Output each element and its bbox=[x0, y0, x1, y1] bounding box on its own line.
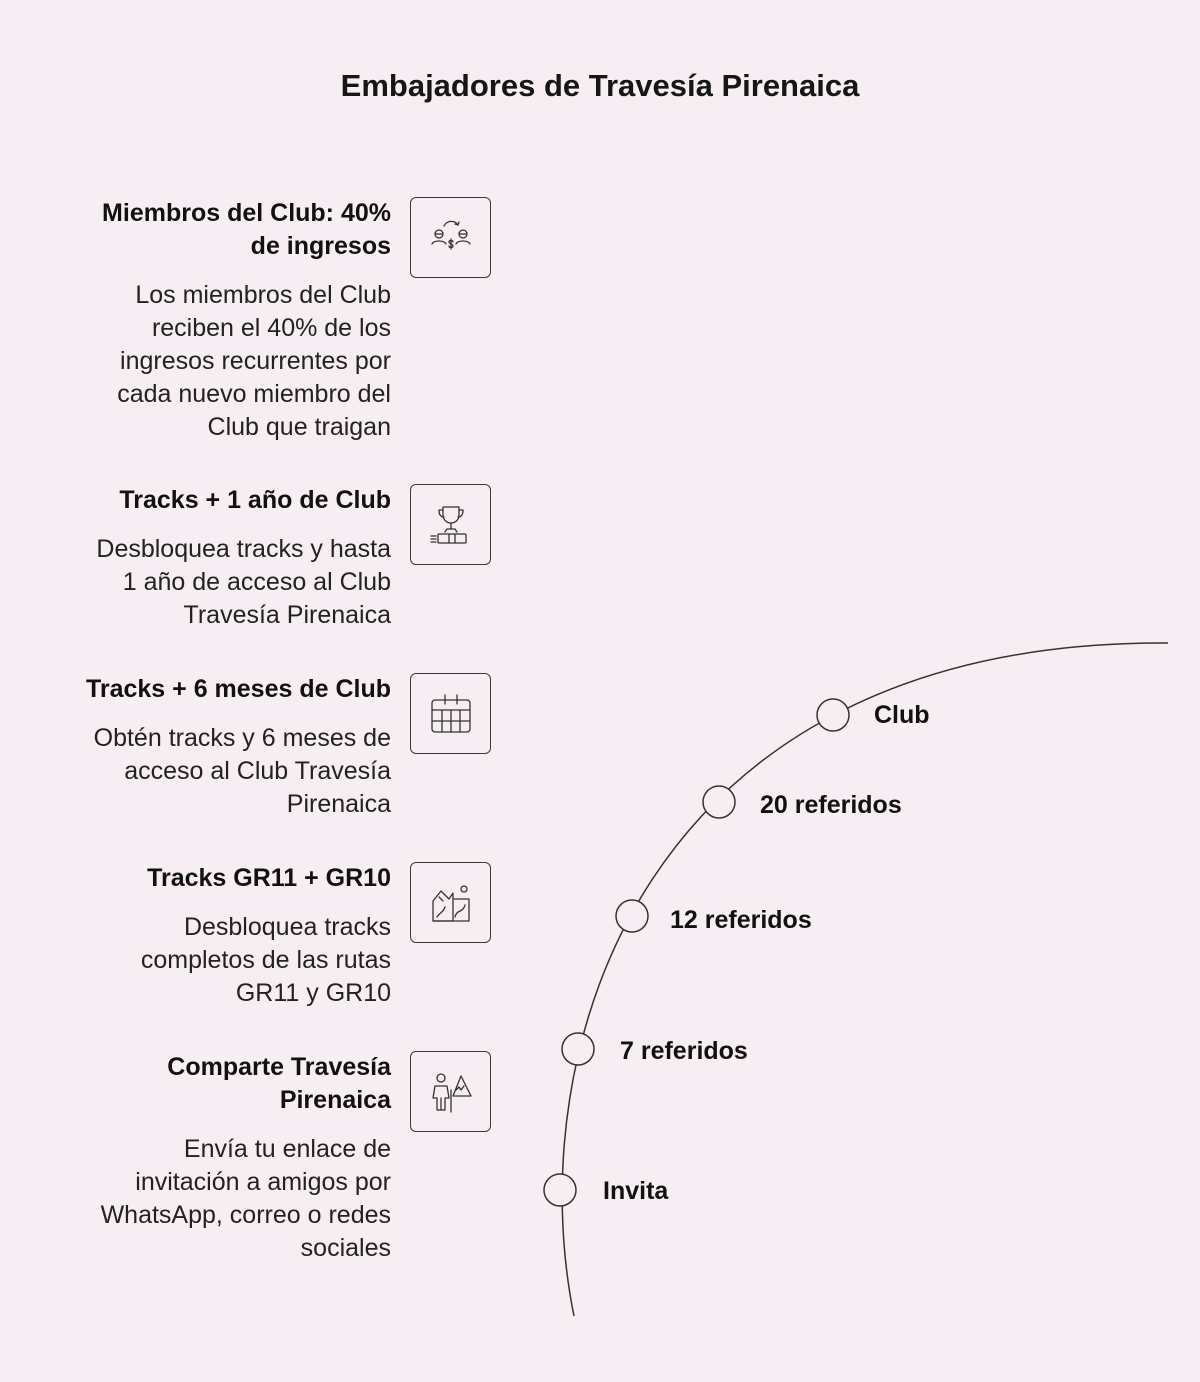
step-title-line: Comparte Travesía bbox=[167, 1053, 391, 1081]
milestone-node bbox=[703, 786, 735, 818]
step-desc-line: WhatsApp, correo o redes bbox=[100, 1201, 391, 1229]
step-title-line: de ingresos bbox=[250, 232, 391, 260]
step-desc-line: cada nuevo miembro del bbox=[117, 380, 391, 408]
milestone-node bbox=[616, 900, 648, 932]
step-desc-line: Desbloquea tracks bbox=[183, 913, 391, 941]
step-desc-line: acceso al Club Travesía bbox=[124, 757, 391, 785]
milestone-invite: Invita bbox=[603, 1177, 669, 1205]
step-desc-line: Obtén tracks y 6 meses de bbox=[93, 724, 391, 752]
step-desc-line: sociales bbox=[300, 1234, 391, 1262]
milestone-club: Club bbox=[874, 701, 930, 729]
step-desc-line: reciben el 40% de los bbox=[151, 314, 391, 342]
step-desc-line: 1 año de acceso al Club bbox=[122, 568, 391, 596]
milestone-node bbox=[544, 1174, 576, 1206]
step-title-line: Tracks GR11 + GR10 bbox=[147, 864, 391, 892]
step-desc-line: completos de las rutas bbox=[140, 946, 391, 974]
step-title-line: Miembros del Club: 40% bbox=[102, 199, 391, 227]
milestone-7-referrals: 7 referidos bbox=[620, 1037, 748, 1065]
milestone-node bbox=[562, 1033, 594, 1065]
step-desc-line: Envía tu enlace de bbox=[183, 1135, 391, 1163]
step-desc-line: Pirenaica bbox=[286, 790, 391, 818]
step-desc-line: Los miembros del Club bbox=[135, 281, 391, 309]
step-desc-line: Club que traigan bbox=[207, 413, 391, 441]
milestone-node bbox=[817, 699, 849, 731]
page-title: Embajadores de Travesía Pirenaica bbox=[340, 68, 860, 103]
milestone-20-referrals: 20 referidos bbox=[760, 791, 902, 819]
step-desc-line: GR11 y GR10 bbox=[235, 979, 391, 1007]
step-desc-line: Travesía Pirenaica bbox=[183, 601, 391, 629]
step-desc-line: Desbloquea tracks y hasta bbox=[96, 535, 391, 563]
step-title-line: Tracks + 6 meses de Club bbox=[85, 675, 391, 703]
step-desc-line: invitación a amigos por bbox=[135, 1168, 391, 1196]
step-title-line: Pirenaica bbox=[279, 1086, 391, 1114]
milestone-12-referrals: 12 referidos bbox=[670, 906, 812, 934]
step-desc-line: ingresos recurrentes por bbox=[120, 347, 391, 375]
step-title-line: Tracks + 1 año de Club bbox=[119, 486, 391, 514]
